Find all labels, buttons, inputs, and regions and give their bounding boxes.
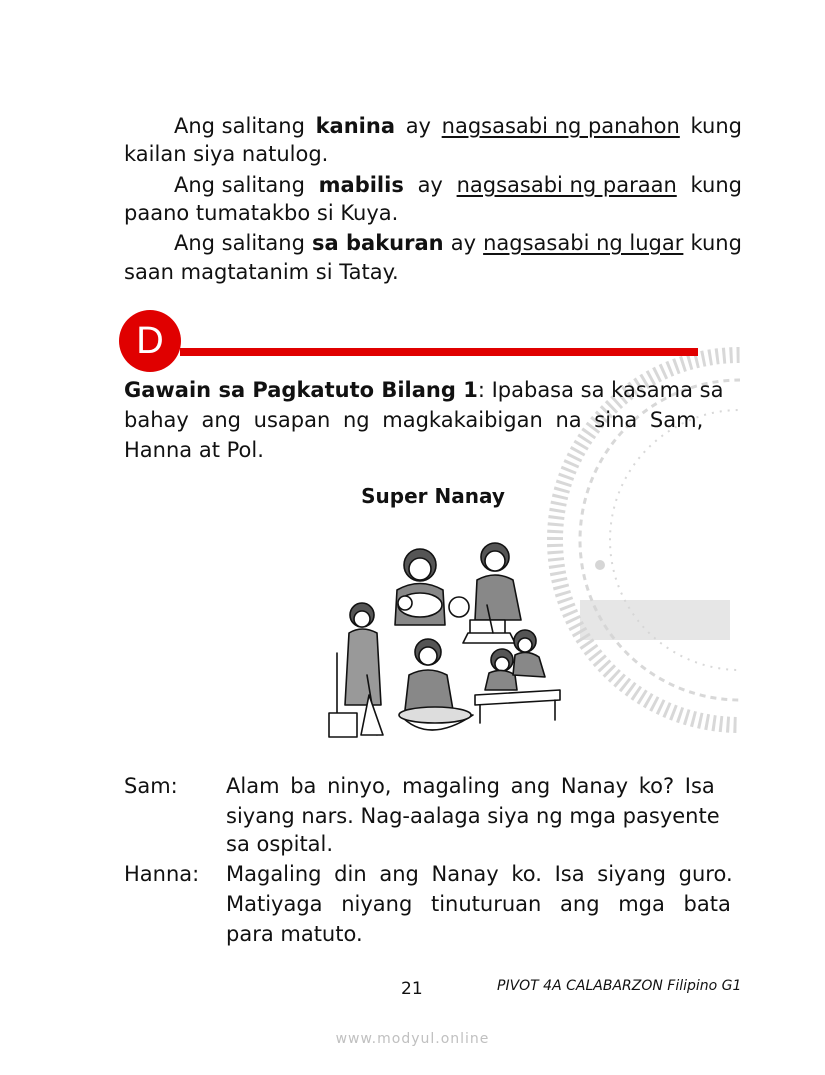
section-divider-bar bbox=[180, 348, 698, 356]
story-title: Super Nanay bbox=[361, 484, 505, 508]
underlined-phrase: nagsasabi ng lugar bbox=[483, 231, 684, 255]
underlined-phrase: nagsasabi ng paraan bbox=[456, 173, 677, 197]
dialogue-hanna-line-3: para matuto. bbox=[226, 922, 363, 946]
word-kung: kung bbox=[690, 114, 742, 138]
intro-line-5 bbox=[124, 229, 742, 257]
mothers-working-illustration-icon bbox=[325, 535, 565, 745]
activity-line-1-rest: : Ipabasa sa kasama sa bbox=[477, 378, 724, 402]
word-pre: Ang salitang bbox=[174, 173, 305, 197]
word-pre: Ang salitang bbox=[174, 114, 305, 138]
word-kung: kung bbox=[690, 231, 742, 255]
dialogue-hanna-line-2: Matiyaga niyang tinuturuan ang mga bata bbox=[226, 892, 731, 916]
keyword-mabilis: mabilis bbox=[318, 173, 404, 197]
word-ay: ay bbox=[405, 114, 431, 138]
section-d-marker: D bbox=[119, 310, 181, 372]
intro-line-2: kailan siya natulog. bbox=[124, 142, 329, 166]
site-watermark: www.modyul.online bbox=[335, 1031, 490, 1047]
dialogue-sam-line-1: Alam ba ninyo, magaling ang Nanay ko? Isa bbox=[226, 774, 715, 798]
speaker-hanna: Hanna: bbox=[124, 862, 200, 886]
module-footer: PIVOT 4A CALABARZON Filipino G1 bbox=[497, 978, 742, 994]
dialogue-hanna-line-1: Magaling din ang Nanay ko. Isa siyang guro. bbox=[226, 862, 733, 886]
word-pre: Ang salitang bbox=[174, 231, 305, 255]
underlined-phrase: nagsasabi ng panahon bbox=[441, 114, 680, 138]
word-kung: kung bbox=[690, 173, 742, 197]
intro-line-3 bbox=[124, 171, 742, 199]
dialogue-sam-line-3: sa ospital. bbox=[226, 832, 334, 856]
activity-line-3: Hanna at Pol. bbox=[124, 438, 264, 462]
activity-line-1 bbox=[124, 376, 742, 404]
keyword-sa-bakuran: sa bakuran bbox=[312, 231, 444, 255]
activity-line-2: bahay ang usapan ng magkakaibigan na sina Sam, bbox=[124, 408, 704, 432]
intro-line-6: saan magtatanim si Tatay. bbox=[124, 260, 399, 284]
intro-line-1 bbox=[124, 112, 742, 140]
page-number: 21 bbox=[401, 979, 423, 999]
keyword-kanina: kanina bbox=[315, 114, 395, 138]
speaker-sam: Sam: bbox=[124, 774, 178, 798]
dialogue-sam-line-2: siyang nars. Nag-aalaga siya ng mga pasyente bbox=[226, 804, 720, 828]
intro-line-4: paano tumatakbo si Kuya. bbox=[124, 201, 399, 225]
word-ay: ay bbox=[417, 173, 443, 197]
activity-label: Gawain sa Pagkatuto Bilang 1 bbox=[124, 378, 478, 402]
word-ay: ay bbox=[450, 231, 476, 255]
